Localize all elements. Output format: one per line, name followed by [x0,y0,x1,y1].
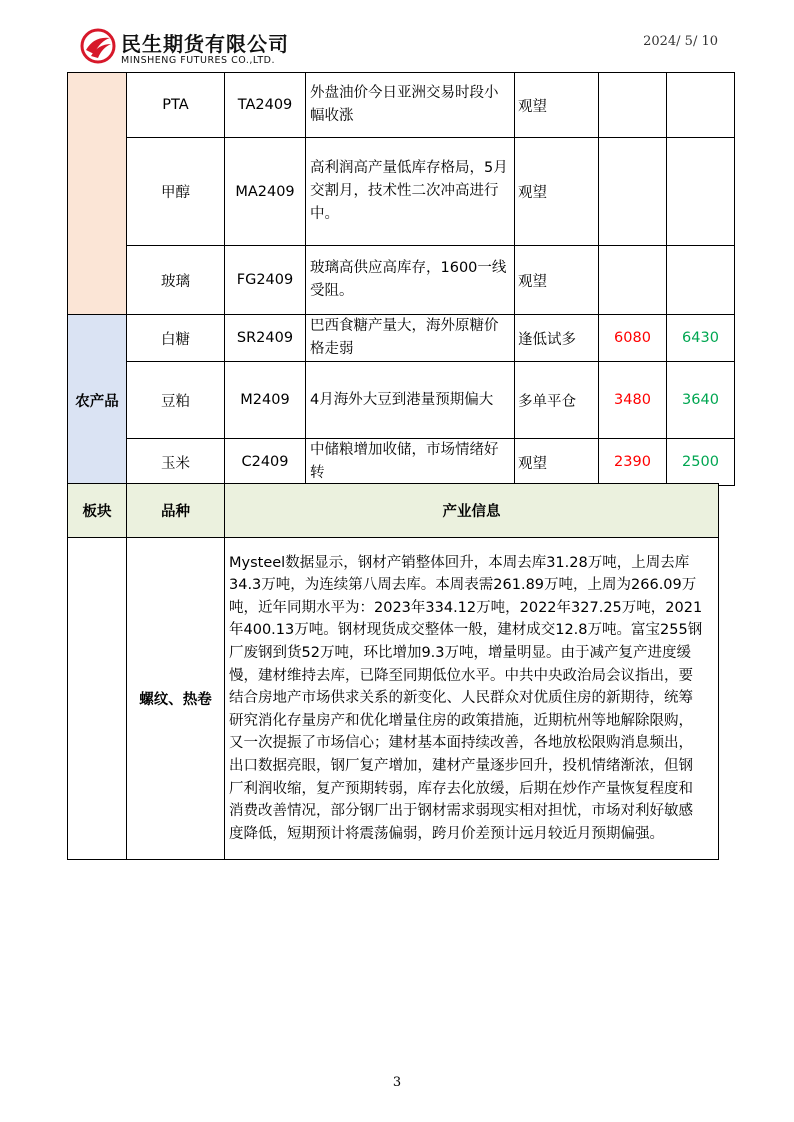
text-line: 研究消化存量房产和优化增量住房的政策措施，近期杭州等地解除限购， [229,712,693,729]
view-cell: 观望 [515,73,599,138]
text-line: 出口数据亮眼，钢厂复产增加，建材产量逐步回升，投机情绪渐浓，但钢 [229,757,693,774]
company-name-en: MINSHENG FUTURES CO.,LTD. [121,55,275,66]
high-price-cell [667,246,735,315]
high-price-cell: 2500 [667,439,735,486]
minsheng-logo-icon [80,28,116,64]
industry-info-paragraph [225,538,719,860]
high-price-cell [667,73,735,138]
logic-cell: 中储粮增加收储，市场情绪好转 [306,439,515,486]
view-cell: 逢低试多 [515,315,599,362]
report-date: 2024/ 5/ 10 [643,34,718,49]
table-row [68,138,735,246]
variety-cell: 玉米 [127,439,225,486]
text-line: 又一次提振了市场信心；建材基本面持续改善，各地放松限购消息频出， [229,735,693,752]
low-price-cell: 6080 [599,315,667,362]
header-sector: 板块 [68,484,127,538]
text-line: 厂废钢到货52万吨，环比增加9.3万吨，增量明显。由于减产复产进度缓 [229,645,692,662]
variety-cell: 豆粕 [127,362,225,439]
low-price-cell: 2390 [599,439,667,486]
view-cell: 多单平仓 [515,362,599,439]
variety-cell: 螺纹、热卷 [127,538,225,860]
high-price-cell [667,138,735,246]
low-price-cell [599,138,667,246]
text-line: 慢，建材维持去库，已降至同期低位水平。中共中央政治局会议指出，要 [229,667,693,684]
contract-code-cell: M2409 [225,362,306,439]
logic-cell: 高利润高产量低库存格局，5月交割月，技术性二次冲高进行中。 [306,138,515,246]
table-header-row [68,484,719,538]
text-line: Mysteel数据显示，钢材产销整体回升，本周去库31.28万吨，上周去库 [229,554,690,571]
header-variety: 品种 [127,484,225,538]
table-row [68,73,735,138]
page-header [0,0,794,72]
low-price-cell [599,73,667,138]
sector-cell [68,538,127,860]
view-cell: 观望 [515,138,599,246]
text-line: 厂利润收缩，复产预期转弱，库存去化放缓，后期在炒作产量恢复程度和 [229,780,693,797]
text-line: 度降低，短期预计将震荡偏弱，跨月价差预计远月较近月预期偏强。 [229,825,664,842]
strategy-table [67,72,735,486]
logic-cell: 4月海外大豆到港量预期偏大 [306,362,515,439]
table-row [68,439,735,486]
high-price-cell: 6430 [667,315,735,362]
view-cell: 观望 [515,439,599,486]
text-line: 结合房地产市场供求关系的新变化、人民群众对优质住房的新期待，统筹 [229,690,693,707]
high-price-cell: 3640 [667,362,735,439]
variety-cell: 玻璃 [127,246,225,315]
table-row [68,362,735,439]
logic-cell: 巴西食糖产量大，海外原糖价格走弱 [306,315,515,362]
logic-cell: 外盘油价今日亚洲交易时段小幅收涨 [306,73,515,138]
page-number: 3 [392,1075,402,1090]
contract-code-cell: TA2409 [225,73,306,138]
low-price-cell [599,246,667,315]
logic-cell: 玻璃高供应高库存，1600一线受阻。 [306,246,515,315]
company-name-cn: 民生期货有限公司 [121,32,289,56]
variety-cell: PTA [127,73,225,138]
text-line: 34.3万吨，为连续第八周去库。本周表需261.89万吨，上周为266.09万 [229,577,697,594]
table-row [68,538,719,860]
variety-cell: 白糖 [127,315,225,362]
text-line: 吨，近年同期水平为：2023年334.12万吨，2022年327.25万吨，2021 [229,599,703,616]
contract-code-cell: SR2409 [225,315,306,362]
text-line: 年400.13万吨。钢材现货成交整体一般，建材成交12.8万吨。富宝255钢 [229,622,703,639]
table-row [68,315,735,362]
contract-code-cell: C2409 [225,439,306,486]
section-cell-chem [68,73,127,315]
section-cell-agri: 农产品 [68,315,127,486]
view-cell: 观望 [515,246,599,315]
contract-code-cell: FG2409 [225,246,306,315]
text-line: 消费改善情况，部分钢厂出于钢材需求弱现实相对担忧，市场对利好敏感 [229,803,693,820]
industry-info-table [67,483,719,860]
table-row [68,246,735,315]
low-price-cell: 3480 [599,362,667,439]
contract-code-cell: MA2409 [225,138,306,246]
variety-cell: 甲醇 [127,138,225,246]
header-industry-info: 产业信息 [225,484,719,538]
